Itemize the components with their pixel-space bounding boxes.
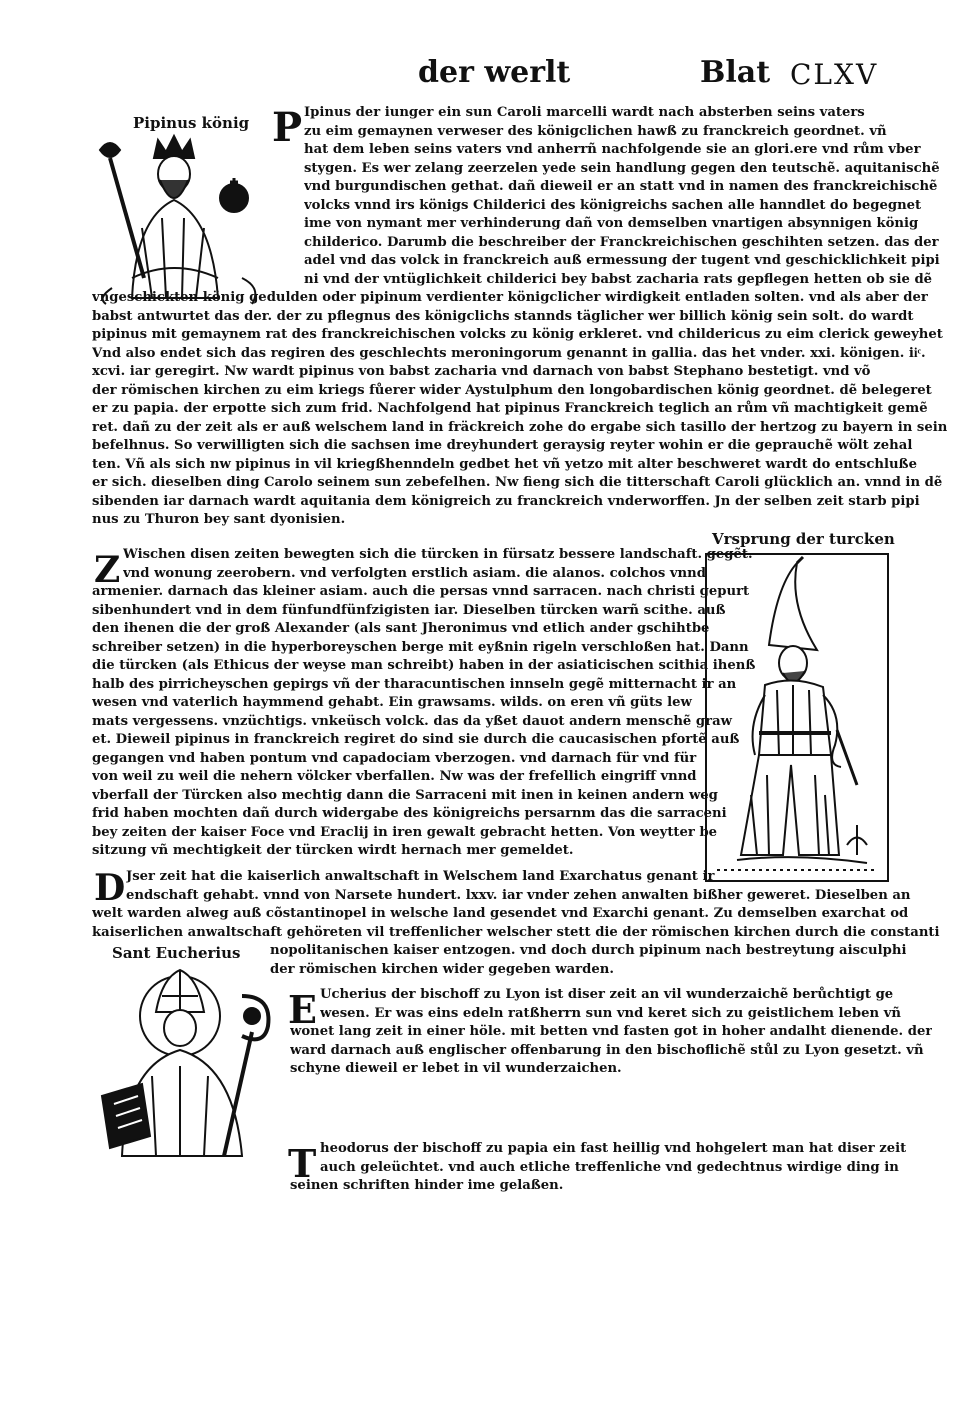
pipinus-text-wide: vngeschickten könig gedulden oder pipinum verdienter königclicher wirdigkeit entladen solten. vnd als aber der babst antwurtet das der. der zu pflegnus des königclichs stannds täglicher wer billich könig sein solt. do wardt pipinus mit gemaynem rat des franckreichischen volcks zu könig erkleret. vnd childericus zu eim clerick geweyhet Vnd also endet sich das regiren des geschlechts meroningorum genannt in gallia. das het vnder. xxi. königen. iiͨ. xcvi. iar geregirt. Nw wardt pipinus von babst zacharia vnd darnach von babst Stephano bestetigt. vnd võ der römischen kirchen zu eim kriegs fůerer wider Aystulphum den longobardischen könig geordnet. dẽ belegeret er zu papia. der erpotte sich zum frid. Nachfolgend hat pipinus Franckreich teglich an rům vñ machtigkeit gemẽ ret. dañ zu der zeit als er auß welschem land in fräckreich zohe do ergabe sich tasillo der hertzog zu bayern in sein befelhnus. So verwilligten sich die sachsen ime dreyhundert geraysig reyter wohin er die geprauchẽ wölt zehal ten. Vñ als sich nw pipinus in vil kriegßhenndeln gedbet het vñ yetzo mit alter beschweret wardt do entschluße er sich. dieselben ding Carolo seinem sun zebefelhen. Nw fieng sich die titterschaft Caroli glücklich an. vnnd in dẽ sibenden iar darnach wardt aquitania dem königreich zu franckreich vnderworffen. Jn der selben zeit starb pipi nus zu Thuron bey sant dyonisien. [92,290,948,527]
eucherius-text-cont: wonet lang zeit in einer höle. mit betten vnd fasten got in hoher andalht dienende. der ward darnach auß englischer offenbarung in den bischoflichẽ stůl zu Lyon gesetzt. vñ schyne dieweil er lebet in vil wunderzaichen. [290,1024,933,1076]
running-head: der werlt [418,55,571,90]
initial-t: T [288,1141,317,1186]
theodorus-text: heodorus der bischoff zu papia ein fast heillig vnd hohgelert man hat diser zeit auch geleüchtet. vnd auch etliche treffenliche vnd gedechtnus wirdige ding in [320,1141,907,1175]
folio-number: CLXV [790,58,879,91]
exarch-text-wide: welt warden alweg auß cõstantinopel in welsche land gesendet vnd Exarchi genant. Zu demselben exarchat od kaiserlichen anwaltschaft gehöreten vil treffenlicher welscher stett die der römischen kirchen durch die constanti [92,906,940,940]
king-woodcut [92,128,268,306]
exarch-text-after: nopolitanischen kaiser entzogen. vnd doch durch pipinum nach bestreytung aisculphi der römischen kirchen wider gegeben warden. [270,943,907,977]
eucherius-text: Ucherius der bischoff zu Lyon ist diser zeit an vil wunderzaichẽ berůchtigt ge wesen. Er was eins edeln ratßherrn sun vnd keret sich zu geistlichem leben vñ [320,987,901,1021]
turks-text: Wischen disen zeiten bewegten sich die türcken in fürsatz bessere landschaft. gegẽt. vnd wonung zeerobern. vnd verfolgten erstlich asiam. die alanos. colchos vnnd [123,547,753,581]
initial-p: P [272,104,303,151]
initial-e: E [288,987,317,1032]
turks-text-cont: armenier. darnach das kleiner asiam. auch die persas vnnd sarracen. nach christi gepurt sibenhundert vnd in dem fünfundfünfzigisten iar. Dieselben türcken warñ scithe. auß den ihenen die der groß Alexander (als sant Jheronimus vnd etlich ander gschihtbe schreiber setzen) in die hyperboreyschen berge mit eyßnin rigeln verschloßen hat. Dann die türcken (als Ethicus der weyse man schreibt) haben in der asiaticischen scithia ihenß halb des pirricheyschen gepirgs vñ der tharacuntischen innseln gegẽ mitternacht ir an wesen vnd vaterlich haymmend gehabt. Ein grawsams. wilds. on eren vñ güts lew mats vergessens. vnzüchtigs. vnkeüsch volck. das da yßet dauot andern menschẽ graw et. Dieweil pipinus in franckreich regiret do sind sie durch die caucasischen pfortẽ auß gegangen vnd haben pontum vnd capadociam vberzogen. vnd darnach für vnd für von weil zu weil die nehern völcker vberfallen. Nw was der frefellich eingriff vnnd vberfall der Türcken also mechtig dann die Sarraceni mit inen in keinen andern weg frid haben mochten dañ durch widergabe des königreichs persarnm das die sarraceni bey zeiten der kaiser Foce vnd Eraclij in iren gewalt gebracht hetten. Von weytter be sitzung vñ mechtigkeit der türcken wirdt hernach mer gemeldet. [92,584,756,858]
initial-z: Z [94,549,121,591]
bishop-woodcut [92,966,282,1158]
initial-d: D [94,867,126,909]
caption-eucherius: Sant Eucherius [112,944,241,962]
pipinus-text-narrow: Ipinus der iunger ein sun Caroli marcelli wardt nach absterben seins vaters zu eim gemaynen verweser des königclichen hawß zu franckreich geordnet. vñ hat dem leben seins vaters vnd anherrñ nachfolgende sie an glori.ere vnd rům vber stygen. Es wer zelang zeerzelen yede sein handlung gegen den teutschẽ. aquitanischẽ vnd burgundischen gethat. dañ dieweil er an statt vnd in namen des franckreichischẽ volcks vnnd irs königs Childerici des königreichs sachen alle hanndlet do begegnet ime von nymant mer verhinderung dañ von demselben vnartigen absynnigen könig childerico. Darumb die beschreiber der Franckreichischen geschihten setzen. das der adel vnd das volck in franckreich auß ermessung der tugent vnd geschicklichkeit pipi ni vnd der vntüglichkeit childerici bey babst zacharia rats gepflegen hetten ob sie dẽ [304,105,940,287]
theodorus-text-cont: seinen schriften hinder ime gelaßen. [290,1178,564,1193]
running-head-blat: Blat [700,55,771,90]
caption-pipinus: Pipinus könig [133,114,250,132]
exarch-text-top: Jser zeit hat die kaiserlich anwaltschaft in Welschem land Exarchatus genant ir endschaft gehabt. vnnd von Narsete hundert. lxxv. iar vnder zehen anwalten bißher geweret. Dieselben an [126,869,911,903]
caption-turks: Vrsprung der turcken [712,530,895,548]
